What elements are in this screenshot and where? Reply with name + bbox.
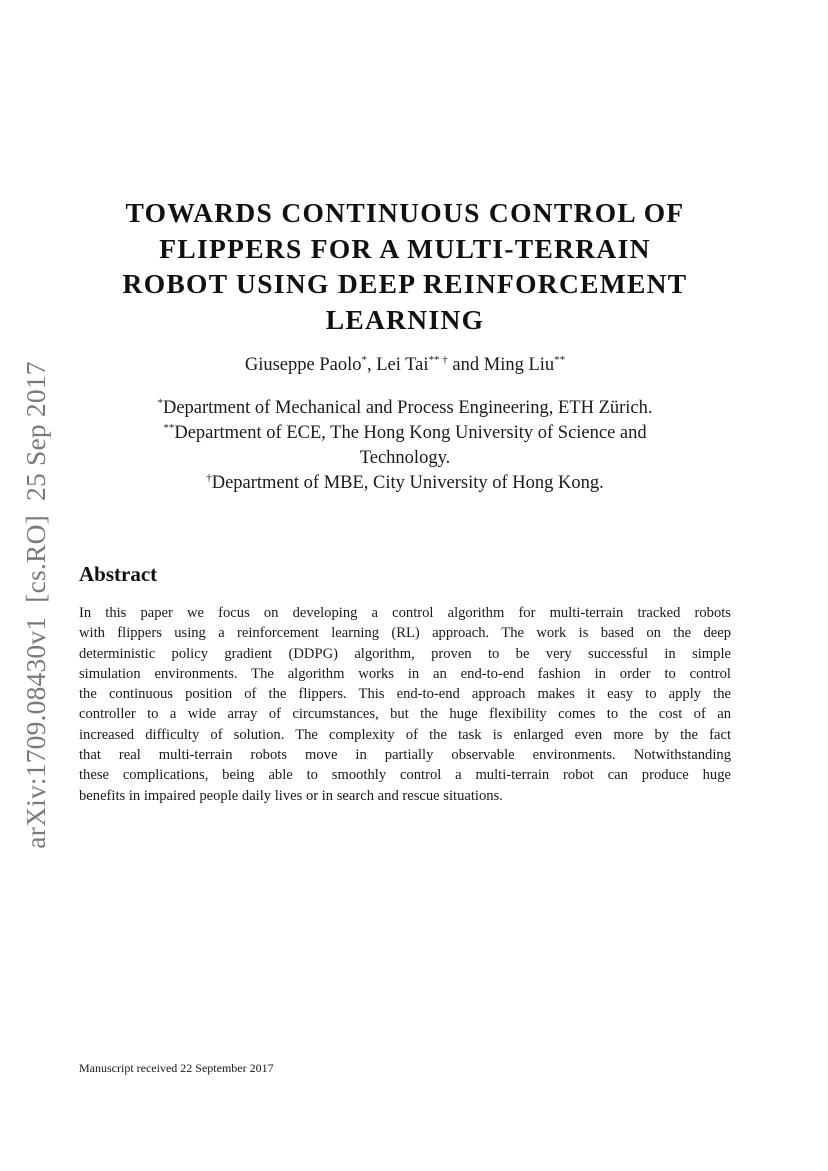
affiliation-line	[60, 471, 750, 496]
arxiv-category: [cs.RO]	[20, 515, 51, 603]
affiliation-mark: **	[163, 422, 175, 434]
affiliation-text: Department of ECE, The Hong Kong University of Science and	[174, 423, 647, 443]
manuscript-footnote: Manuscript received 22 September 2017	[79, 1061, 274, 1075]
affiliation-mark: †	[206, 472, 212, 484]
abstract-line: simulation environments. The algorithm works in an end-to-end fashion in order to control	[79, 665, 731, 682]
author-name: Giuseppe Paolo	[244, 355, 362, 375]
abstract-line: these complications, being able to smoothly control a multi-terrain robot can produce huge	[79, 767, 731, 784]
title-line: FLIPPERS FOR A MULTI-TERRAIN	[159, 232, 651, 264]
author-name: Lei Tai	[376, 355, 429, 375]
author-list	[60, 355, 750, 376]
abstract-body	[79, 603, 731, 806]
abstract-line: the continuous position of the flippers. This end-to-end approach makes it easy to apply the	[79, 686, 731, 703]
author-mark: *	[361, 354, 367, 366]
author-mark: **	[554, 354, 566, 366]
author-separator: and	[447, 355, 484, 375]
arxiv-date: 25 Sep 2017	[20, 361, 51, 502]
affiliation-line	[60, 421, 750, 446]
affiliation-mark: *	[157, 397, 163, 409]
abstract-line: increased difficulty of solution. The complexity of the task is enlarged even more by the fact	[79, 726, 731, 743]
affiliation-line	[60, 446, 750, 471]
title-line: TOWARDS CONTINUOUS CONTROL OF	[125, 197, 685, 228]
affiliation-text: Department of MBE, City University of Hong Kong.	[211, 473, 604, 493]
paper-title	[60, 195, 750, 337]
affiliation-text: Technology.	[359, 448, 451, 468]
affiliations	[60, 396, 750, 496]
abstract-heading: Abstract	[79, 562, 158, 586]
author-name: Ming Liu	[483, 355, 555, 375]
affiliation-line	[60, 396, 750, 421]
abstract-line: deterministic policy gradient (DDPG) algorithm, proven to be very successful in simple	[79, 645, 731, 662]
abstract-line: benefits in impaired people daily lives or in search and rescue situations.	[79, 787, 503, 804]
abstract-line: In this paper we focus on developing a control algorithm for multi-terrain tracked robots	[79, 605, 731, 621]
arxiv-id: arXiv:1709.08430v1	[20, 616, 51, 849]
affiliation-text: Department of Mechanical and Process Engineering, ETH Zürich.	[162, 398, 653, 418]
title-line: LEARNING	[325, 303, 485, 335]
author-mark: ** †	[428, 354, 448, 366]
abstract-line: with flippers using a reinforcement learning (RL) approach. The work is based on the deep	[79, 625, 731, 642]
title-line: ROBOT USING DEEP REINFORCEMENT	[122, 268, 688, 299]
abstract-line: that real multi-terrain robots move in partially observable environments. Notwithstanding	[79, 747, 731, 764]
author-separator: ,	[366, 355, 377, 375]
abstract-line: controller to a wide array of circumstances, but the huge flexibility comes to the cost of an	[79, 706, 731, 723]
arxiv-identifier-stamp	[20, 361, 52, 848]
